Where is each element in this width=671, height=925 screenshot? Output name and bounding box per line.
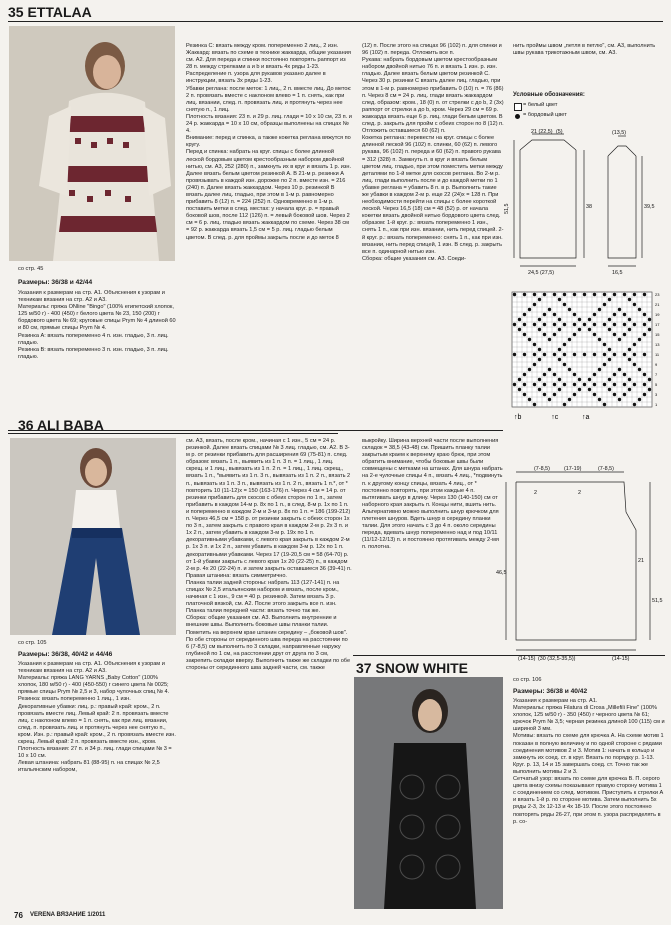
- row-number: 17: [655, 322, 660, 327]
- chart-dot: [628, 298, 631, 301]
- chart-dot: [533, 343, 536, 346]
- dim-label: 16,5: [612, 270, 623, 276]
- chart-dot: [558, 358, 561, 361]
- chart-dot: [618, 338, 621, 341]
- chart-dot: [558, 298, 561, 301]
- chart-dot: [523, 373, 526, 376]
- chart-dot: [633, 293, 636, 296]
- legend-title: Условные обозначения:: [513, 92, 585, 98]
- legend-white: = белый цвет: [523, 102, 558, 108]
- chart-dot: [533, 353, 536, 356]
- chart-dot: [603, 293, 606, 296]
- chart-dot: [593, 383, 596, 386]
- chart-dot: [593, 353, 596, 356]
- chart-dot: [608, 388, 611, 391]
- model-photo-snow-white: [354, 677, 503, 909]
- chart-dot: [513, 323, 516, 326]
- chart-dot: [553, 313, 556, 316]
- chart-dot: [633, 323, 636, 326]
- chart-dot: [613, 393, 616, 396]
- chart-dot: [563, 363, 566, 366]
- dim-label: 2: [578, 490, 581, 496]
- chart-dot: [553, 393, 556, 396]
- row-number: 1: [655, 402, 658, 407]
- chart-dot: [578, 328, 581, 331]
- dim-label: 38: [586, 204, 592, 210]
- chart-dot: [573, 383, 576, 386]
- chart-dot: [618, 398, 621, 401]
- row-number: 3: [655, 392, 658, 397]
- chart-dot: [593, 293, 596, 296]
- chart-dot: [528, 338, 531, 341]
- chart-dot: [603, 343, 606, 346]
- chart-dot: [523, 293, 526, 296]
- dim-label: 46,5: [496, 570, 507, 576]
- text-column: (12) п. После этого на спицах 96 (102) п. для спинки и 96 (102) п. переда. Отложить все п. Рукава: набрать бордовым цветом крестообразным набором двойной нитью 76 п. и вязать 1 изн. р. изн. гладью. Далее вязать белым цветом резинкой С. Через 30 р. резинки С вязать далее лиц. гладью, при этом в 1-м р. равномерно прибавить 0 (10) п. = 76 (86) п. Через 8 см = 24 р. лиц. глади вязать жаккардом след. образом: кром., 18 (0) п. от стрелки c до b, 2 (3x) раппорт от стрелки a до b, кром. Через 29 см = 69 р. жаккарда вязать еще 6 р. лиц. глади белым цветом. В след. р. закрыть для пройм с обеих сторон по 8 (12) п. Отложить оставшиеся 60 (62) п. Кокетка реглана: перевести на круг. спицы с более длинной леской 96 (102) п. спинки, 60 (62) п. левого рукава, 96 (102) п. переда и 60 (62) п. правого рукава = 312 (328) п. Замкнуть п. в круг и вязать белым цветом лиц. гладью, при этом поместить метки между деталями по 1-й метке для скосов реглана. Во 2-м р. лиц. глади выполнить после и до каждой метки по 1 убавке реглана = убавить 8 п. в р. Выполнить такие же убавки в каждом 2-м р. еще 22 (24)x = 128 п. При необходимости перейти на спицы с более короткой леской. Через 16,5 (18) см = 48 (52) р. от начала кокетки вязать двойной нитью бордового цвета след. образом: 1-й круг. р.: вязать попеременно 1 изн., снять 1 п., как при изн. вязании, нить перед спицей. 2-й круг. р.: вязать попеременно: снять 1 п., как при изн. вязании, нить перед спицей, 1 изн. В след. р. закрыть все п. одинарной нитью изн. Сборка: общие указания см. А3. Соеди-: [362, 43, 504, 262]
- chart-dot: [543, 313, 546, 316]
- chart-dot: [643, 333, 646, 336]
- chart-dot: [543, 293, 546, 296]
- text-column: Указания к размерам на стр. А1. Объяснения к узорам и техникам вязания на стр. А2 и А3. Материалы: пряжа ONline "Bingo" (100% египетский хлопок, 125 м/50 г) - 400 (450) г белого цвета № 23, 150 (200) г бордового цвета № 69; круговые спицы Prym № 4 длиной 60 и 80 см, прямые спицы Prym № 4. Резинка А: вязать попеременно 4 п. изн. гладью, 3 п. лиц. гладью. Резинка В: вязать попеременно 3 п. изн. гладью, 3 п. лиц. гладью.: [18, 290, 176, 360]
- model-photo-ali-baba: [10, 438, 176, 635]
- chart-dot: [588, 328, 591, 331]
- chart-dot: [523, 313, 526, 316]
- chart-dot: [628, 348, 631, 351]
- chart-dot: [613, 383, 616, 386]
- chart-dot: [593, 393, 596, 396]
- chart-dot: [643, 293, 646, 296]
- row-number: 23: [655, 292, 660, 297]
- divider: [353, 655, 665, 656]
- dark-dot-icon: [515, 114, 520, 119]
- chart-dot: [643, 353, 646, 356]
- chart-dot: [588, 388, 591, 391]
- divider: [8, 21, 663, 22]
- dim-label: 39,5: [644, 204, 655, 210]
- text-column: Указания к размерам на стр. А1. Материалы: пряжа Filatura di Crosa „Millefili Fine" (100% хлопок, 125 м/50 г) - 350 (450) г черного цвета № 61; крючок Prym № 3,5; черная резинка длиной 100 (115) см и шириной 3 мм. Мотивы: вязать по схеме для крючка А. На схеме мотив 1 показан в полную величину и по одной стороне с рядами соединения мотивов 2 и 3. Мотив 1: начать в кольцо и замкнуть их соед. ст. в круг. Вязать по порядку р. 1-13. Круг. р. 13, 14 и 15 завершать соед. ст. Точно так же выполнить мотивы 2 и 3. Сетчатый узор: вязать по схеме для крючка В. П. серого цвета внизу схемы показывают правую сторону мотива 1 с соединением со след. мотивом. Приступить к стрелки A и вязать 1-й р. по стороне мотива. Затем выполнить 5x ряды 2-3, 3x 12-13 и 4x 18-19. После этого постоянно повторять ряды 26-27, при этом п. узора распределять в р. со-: [513, 698, 665, 825]
- page-number: 76: [14, 911, 23, 920]
- chart-dot: [618, 308, 621, 311]
- chart-dot: [543, 323, 546, 326]
- chart-dot: [573, 393, 576, 396]
- chart-dot: [613, 353, 616, 356]
- chart-dot: [648, 378, 651, 381]
- chart-dot: [563, 343, 566, 346]
- chart-arrow-label: ↑a: [582, 414, 590, 421]
- chart-dot: [583, 353, 586, 356]
- chart-dot: [518, 378, 521, 381]
- text-column: Резинка С: вязать между кром. попеременно 2 лиц., 2 изн. Жаккард: вязать по схеме в технике жаккарда, общие указания см. А2. Для переда и спинки постоянно повторять раппорт из 28 п. между стрелками a и b и вязать 4x ряды 1-23. Распределение п. узора для рукавов указано далее в инструкции, вязать 3x ряды 1-23. Убавки реглана: после меток: 1 лиц., 2 п. вместе лиц. До меток: 2 п. провязать вместе с наклоном влево = 1 п. снять, как при лиц. вязании, след. п. провязать лиц. и протянуть через нее снятую п., 1 лиц. Плотность вязания: 23 п. и 29 р. лиц. глади = 10 x 10 см, 23 п. и 24 р. жаккарда = 10 x 10 см, образцы выполнены на спицах № 4. Внимание: перед и спинка, а также кокетка реглана вяжутся по кругу. Перед и спинка: набрать на круг. спицы с более длинной леской бордовым цветом крестообразным набором двойной нитью, см. А3, 252 (280) п., замкнуть их в круг и вязать 1 р. изн. Далее вязать белым цветом резинкой А. В 21-м р. резинки А провязывать в каждой изн. дорожке по 2 п. вместе изн. = 216 (240) п. Далее вязать жаккардом. Через 10 р. резинкой В вязать далее лиц. гладью, при этом в 1-м р. равномерно прибавить 8 (12) п. = 224 (252) п. Одновременно в 1-м р. поставить метки в след. местах: у начала круг. р. = правый боковой шов, после 112 (126) п. = левый боковой шов. Через 2 см = 6 р. лиц. гладью вязать жаккардом по схеме. Через 38 см = 92 р. жаккарда вязать 1,5 см = 5 р. лиц. гладью белым цветом. В след. р. для проймы закрыть после и до меток 8: [186, 43, 352, 241]
- chart-dot: [608, 348, 611, 351]
- footer-title: VERENA ВЯЗАНИЕ 1/2011: [30, 912, 106, 918]
- chart-dot: [608, 318, 611, 321]
- chart-dot: [648, 328, 651, 331]
- chart-dot: [523, 323, 526, 326]
- text-column: нить проймы швом „петля в петлю", см. А3, выполнить швы рукава трикотажным швом, см. А3.: [513, 43, 656, 57]
- page-reference: со стр. 106: [513, 677, 542, 683]
- chart-dot: [613, 373, 616, 376]
- row-number: 5: [655, 382, 658, 387]
- chart-dot: [598, 338, 601, 341]
- sizes: Размеры: 36/38 и 40/42: [513, 688, 588, 695]
- chart-dot: [618, 368, 621, 371]
- chart-dot: [568, 338, 571, 341]
- chart-dot: [538, 298, 541, 301]
- chart-dot: [628, 388, 631, 391]
- chart-dot: [533, 383, 536, 386]
- jacquard-chart: [508, 288, 666, 458]
- chart-dot: [518, 318, 521, 321]
- chart-dot: [583, 383, 586, 386]
- chart-dot: [603, 353, 606, 356]
- chart-dot: [543, 373, 546, 376]
- chart-dot: [548, 308, 551, 311]
- white-swatch-icon: [514, 103, 522, 111]
- legend-dark: = бордовый цвет: [523, 112, 567, 118]
- chart-dot: [533, 293, 536, 296]
- chart-dot: [553, 373, 556, 376]
- chart-dot: [633, 343, 636, 346]
- chart-dot: [623, 323, 626, 326]
- row-number: 7: [655, 372, 658, 377]
- chart-dot: [558, 378, 561, 381]
- chart-dot: [638, 398, 641, 401]
- chart-dot: [628, 358, 631, 361]
- dim-label: (7-8,5): [534, 466, 550, 472]
- dim-label: (17-19): [564, 466, 582, 472]
- chart-dot: [513, 293, 516, 296]
- chart-dot: [533, 403, 536, 406]
- chart-dot: [533, 323, 536, 326]
- chart-dot: [538, 358, 541, 361]
- chart-dot: [553, 353, 556, 356]
- chart-dot: [573, 293, 576, 296]
- chart-dot: [593, 373, 596, 376]
- chart-dot: [588, 318, 591, 321]
- chart-dot: [563, 303, 566, 306]
- chart-dot: [573, 373, 576, 376]
- dim-label: 21 (22,5): [531, 129, 553, 135]
- dim-label: (14-15): [612, 656, 630, 662]
- chart-dot: [573, 333, 576, 336]
- chart-dot: [623, 313, 626, 316]
- chart-dot: [558, 388, 561, 391]
- chart-dot: [538, 318, 541, 321]
- chart-dot: [523, 333, 526, 336]
- chart-dot: [603, 403, 606, 406]
- chart-dot: [518, 328, 521, 331]
- chart-dot: [533, 363, 536, 366]
- row-number: 13: [655, 342, 660, 347]
- sizes: Размеры: 36/38 и 42/44: [18, 279, 93, 286]
- chart-dot: [583, 293, 586, 296]
- chart-dot: [543, 383, 546, 386]
- section-title-ali-baba: 36 ALI BABA: [18, 417, 104, 433]
- chart-dot: [628, 318, 631, 321]
- chart-dot: [643, 313, 646, 316]
- chart-dot: [523, 383, 526, 386]
- chart-dot: [613, 293, 616, 296]
- dim-label: 21: [638, 558, 644, 564]
- section-title-ettalaa: 35 ETTALAA: [8, 4, 92, 20]
- dim-label: (30 (32,5-35,5)): [538, 656, 576, 662]
- chart-dot: [538, 348, 541, 351]
- model-photo-ettalaa: [9, 26, 175, 261]
- chart-dot: [643, 393, 646, 396]
- chart-dot: [608, 298, 611, 301]
- pants-schematic: [494, 462, 666, 666]
- chart-dot: [633, 363, 636, 366]
- chart-dot: [593, 313, 596, 316]
- chart-dot: [638, 308, 641, 311]
- chart-dot: [593, 333, 596, 336]
- chart-dot: [528, 398, 531, 401]
- sweater-schematic: [500, 128, 666, 280]
- chart-dot: [623, 373, 626, 376]
- chart-dot: [608, 378, 611, 381]
- chart-dot: [568, 368, 571, 371]
- row-number: 21: [655, 302, 660, 307]
- row-number: 19: [655, 312, 660, 317]
- chart-dot: [598, 368, 601, 371]
- chart-dot: [523, 393, 526, 396]
- text-column: см. А3, вязать, после кром., начиная с 1 изн., 5 см = 24 р. резинкой. Далее вязать спицами № 3 лиц. гладью, см. А2. В 3-м р. от резинки прибавить для расширения 69 (75-81) п. след. образом: вязать 1 п., выявить из 1 п. 3 п. = 1 лиц., 1 лиц. скрещ. и 1 лиц., вывязать из 1 п. 2 п. = 1 лиц., 1 лиц. скрещ., вязать 1 п., *выявить из 1 п. 3 п., вывязать из 1 п. 2 п., вязать 2 п., вывязать из 1 п. 3 п., вывязать из 1 п. 2 п., вязать 1 п.*, от * повторить 10 (11-12)x = 150 (163-176) п. Через 4 см = 14 р. от резинки прибавить для скосов с обеих сторон по 1 п., затем прибавить в каждом 14-м р. 8x по 1 п., в след. 8-м р. 1x по 1 п. и попеременно в каждом 2-м и 3-м р. 8x по 1 п. = 186 (199-212) п. Через 46,5 см = 158 р. от резинки закрыть с обеих сторон 1x по 3 п., затем закрыть с правого края в каждом 2-м р. 2x 3 п. и 1x 2 п., затем убавить в каждом 3-м р. 19x по 1 п. декоративными убавками, с левого края закрыть в каждом 2-м р. 1x 3 п. и 1x 2 п., затем убавить в каждом 3-м р. 12x по 1 п. декоративными убавками. Через 17 (19-20,5 см = 58 (64-70) р. от 1-й убавки закрыть с левого края 1x 20 (22-25) п., в каждом 2-м р. 4x 20 (22-24) п. и затем закрыть оставшиеся 36 (39-41) п. Правая штанина: вязать симметрично. Планка талии задней стороны: набрать 113 (127-141) п. на спицах № 2,5 итальянским набором и вязать, после кром., начиная с 1 изн., 9 см = 40 р. резинкой. Затем вязать 3 р. платочной вязкой, см. А2. После этого закрыть все п. изн. Планка талии передней части: вязать точно так же. Сборка: общие указания см. А3. Выполнить внутренние и внешние швы. Выполнить боковые швы планки талии. Пометить на верхнем крае штанин середину – „боковой шов". По обе стороны от серединного шва переда на расстоянии по 6 (7-8,5) см выполнить по 3 складки, направленные наружу глубиной по 1 см, на расстоянии друг от друга по 3 см, закрепить складки вверху. Выполнить также же складки по обе стороны от серединного шва задней части, см. также: [186, 438, 352, 671]
- dim-label: 24,5 (27,5): [528, 270, 555, 276]
- dim-label: (5): [556, 129, 563, 135]
- chart-dot: [613, 323, 616, 326]
- chart-dot: [573, 353, 576, 356]
- chart-dot: [578, 378, 581, 381]
- chart-dot: [603, 323, 606, 326]
- sizes: Размеры: 36/38, 40/42 и 44/46: [18, 651, 113, 658]
- text-column: выкройку. Ширина верхней части после выполнения складок = 38,5 (43-48) см. Пришить планку талии закрытым краем к верхнему краю брюк, при этом обратить внимание, чтобы боковые швы были совмещены с метками на штанах. Для шнура набрать на 2-е чулочные спицы 4 п., вязать 4 лиц., *подвинуть п. к другому концу спицы, вязать 4 лиц., от * постоянно повторять, при этом каждые 4 п. вытягивать шнур в длину. Через 130 (140-150) см от наборного края закрыть п. Концы нити, вшить нить. Альтернативно можно выполнить шнур крючком для плетения шнуров. Вдеть шнур в середину планки талии. Для этого начать с 3 до 4 п. около середины переда, вдевать шнур попеременно над и под 10/11 (11/12-12/13) п. и постоянно протягивать между 2-мя п. полотна.: [362, 438, 503, 551]
- page-reference: со стр. 105: [18, 640, 47, 646]
- chart-dot: [613, 333, 616, 336]
- chart-dot: [633, 353, 636, 356]
- chart-dot: [563, 403, 566, 406]
- chart-dot: [633, 303, 636, 306]
- chart-dot: [538, 388, 541, 391]
- chart-dot: [613, 313, 616, 316]
- chart-dot: [528, 308, 531, 311]
- chart-dot: [533, 303, 536, 306]
- chart-dot: [593, 323, 596, 326]
- chart-dot: [643, 323, 646, 326]
- chart-dot: [538, 378, 541, 381]
- chart-dot: [563, 383, 566, 386]
- page-reference: со стр. 45: [18, 266, 44, 272]
- chart-dot: [528, 368, 531, 371]
- chart-dot: [543, 353, 546, 356]
- chart-dot: [568, 308, 571, 311]
- chart-dot: [648, 388, 651, 391]
- chart-dot: [583, 323, 586, 326]
- chart-dot: [623, 383, 626, 386]
- chart-dot: [553, 383, 556, 386]
- chart-dot: [548, 368, 551, 371]
- text-column: Указания к размерам на стр. А1. Объяснения к узорам и техникам вязания на стр. А2 и А3. Материалы: пряжа LANG YARNS „Baby Cotton" (100% хлопок, 180 м/50 г) - 400 (450-550) г синего цвета № 0025; прямые спицы Prym № 2,5 и 3, набор чулочных спиц № 4. Резинка: вязать попеременно 1 лиц., 1 изн. Декоративные убавки: лиц. р.: правый край: кром., 2 п. провязать вместе лиц. Левый край: 2 п. провязать вместе лиц. с наклоном влево = 1 п. снять, как при лиц. вязании, след. п. провязать лиц. и протянуть через нее снятую п., кром. Изн. р.: правый край: кром., 2 п. провязать вместе изн. скрещ. Левый край: 2 п. провязать вместе изн., кром. Плотность вязания: 27 п. и 34 р. лиц. глади спицами № 3 = 10 x 10 см. Левая штанина: набрать 81 (88-95) п. на спицах № 2,5 итальянским набором,: [18, 661, 176, 774]
- chart-dot: [603, 363, 606, 366]
- chart-arrow-label: ↑b: [514, 414, 522, 421]
- dim-label: 51,5: [652, 598, 663, 604]
- dim-label: (14-15): [518, 656, 536, 662]
- section-title-snow-white: 37 SNOW WHITE: [356, 660, 469, 676]
- chart-dot: [568, 398, 571, 401]
- chart-dot: [603, 383, 606, 386]
- chart-dot: [548, 398, 551, 401]
- chart-dot: [643, 373, 646, 376]
- chart-dot: [633, 403, 636, 406]
- chart-dot: [543, 393, 546, 396]
- chart-dot: [573, 313, 576, 316]
- row-number: 15: [655, 332, 660, 337]
- chart-dot: [623, 293, 626, 296]
- chart-dot: [628, 378, 631, 381]
- dim-label: 2: [534, 490, 537, 496]
- chart-dot: [558, 348, 561, 351]
- chart-dot: [553, 293, 556, 296]
- chart-dot: [638, 338, 641, 341]
- chart-dot: [543, 333, 546, 336]
- chart-dot: [538, 328, 541, 331]
- chart-dot: [628, 328, 631, 331]
- chart-dot: [588, 378, 591, 381]
- row-number: 9: [655, 362, 658, 367]
- dim-label: (7-8,5): [598, 466, 614, 472]
- chart-dot: [623, 353, 626, 356]
- chart-dot: [553, 323, 556, 326]
- chart-dot: [578, 388, 581, 391]
- chart-arrow-label: ↑c: [551, 414, 559, 421]
- divider: [8, 433, 338, 434]
- chart-dot: [513, 383, 516, 386]
- chart-dot: [633, 383, 636, 386]
- chart-dot: [608, 358, 611, 361]
- chart-dot: [598, 398, 601, 401]
- chart-dot: [608, 328, 611, 331]
- chart-dot: [553, 333, 556, 336]
- dim-label: (13,5): [612, 130, 627, 136]
- chart-dot: [523, 353, 526, 356]
- chart-dot: [548, 338, 551, 341]
- chart-dot: [513, 353, 516, 356]
- chart-dot: [648, 318, 651, 321]
- chart-dot: [598, 308, 601, 311]
- chart-dot: [558, 328, 561, 331]
- chart-dot: [518, 388, 521, 391]
- chart-dot: [563, 293, 566, 296]
- chart-dot: [623, 333, 626, 336]
- row-number: 11: [655, 352, 660, 357]
- chart-dot: [578, 318, 581, 321]
- chart-dot: [558, 318, 561, 321]
- chart-dot: [603, 303, 606, 306]
- chart-dot: [573, 323, 576, 326]
- chart-dot: [563, 353, 566, 356]
- chart-dot: [643, 383, 646, 386]
- chart-dot: [638, 368, 641, 371]
- dim-label: 51,5: [504, 203, 510, 214]
- chart-dot: [563, 323, 566, 326]
- chart-dot: [623, 393, 626, 396]
